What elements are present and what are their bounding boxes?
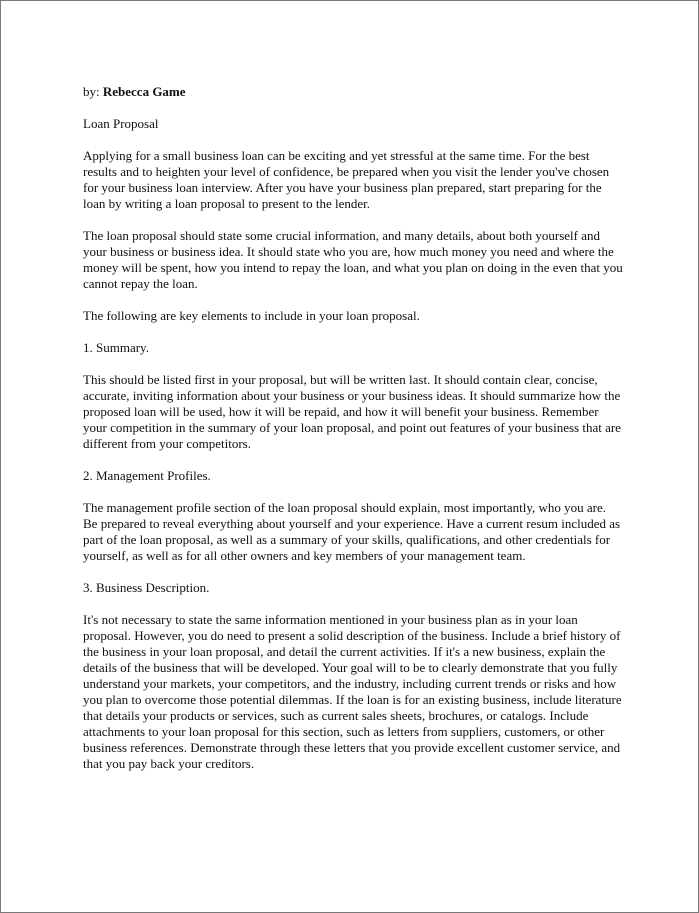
intro-paragraph-2: The loan proposal should state some crucial information, and many details, about both yourself and your business or business idea. It should state who you are, how much money you need and where the money will be spent, how you intend to repay the loan, and what you plan on doing in the even that you cannot repay the loan. — [83, 228, 623, 291]
byline — [83, 84, 623, 100]
byline-prefix: by: — [83, 84, 100, 99]
document-body — [83, 84, 623, 788]
section-heading-management-profiles: 2. Management Profiles. — [83, 468, 211, 483]
section-heading-summary: 1. Summary. — [83, 340, 149, 355]
intro-paragraph-1: Applying for a small business loan can be exciting and yet stressful at the same time. For the best results and to heighten your level of confidence, be prepared when you visit the lender you've chosen for your business loan interview. After you have your business plan prepared, start preparing for the loan by writing a loan proposal to present to the lender. — [83, 148, 610, 211]
section-heading-business-description: 3. Business Description. — [83, 580, 210, 595]
document-title: Loan Proposal — [83, 116, 159, 131]
byline-author: Rebecca Game — [102, 84, 186, 99]
intro-paragraph-3: The following are key elements to include in your loan proposal. — [83, 308, 420, 323]
section-body-management-profiles: The management profile section of the loan proposal should explain, most importantly, who you are. Be prepared to reveal everything about yourself and your experience. Have a current resum included as part of the loan proposal, as well as a summary of your skills, qualifications, and other credentials for yourself, as well as for all other owners and key members of your management team. — [83, 500, 621, 563]
section-body-summary: This should be listed first in your proposal, but will be written last. It should contain clear, concise, accurate, inviting information about your business or your business ideas. It should summarize how the proposed loan will be used, how it will be repaid, and how it will benefit your business. Remember your competition in the summary of your loan proposal, and point out features of your business that are different from your competitors. — [83, 372, 621, 451]
section-body-business-description: It's not necessary to state the same information mentioned in your business plan as in your loan proposal. However, you do need to present a solid description of the business. Include a brief history of the business in your loan proposal, and detail the current activities. If it's a new business, explain the details of the business that will be developed. Your goal will to be to clearly demonstrate that you fully understand your markets, your competitors, and the industry, including current trends or risks and how you plan to overcome those potential dilemmas. If the loan is for an existing business, include literature that details your products or services, such as current sales sheets, brochures, or catalogs. Include attachments to your loan proposal for this section, such as letters from suppliers, customers, or other business references. Demonstrate through these letters that you provide excellent customer service, and that you pay back your creditors. — [83, 612, 622, 771]
